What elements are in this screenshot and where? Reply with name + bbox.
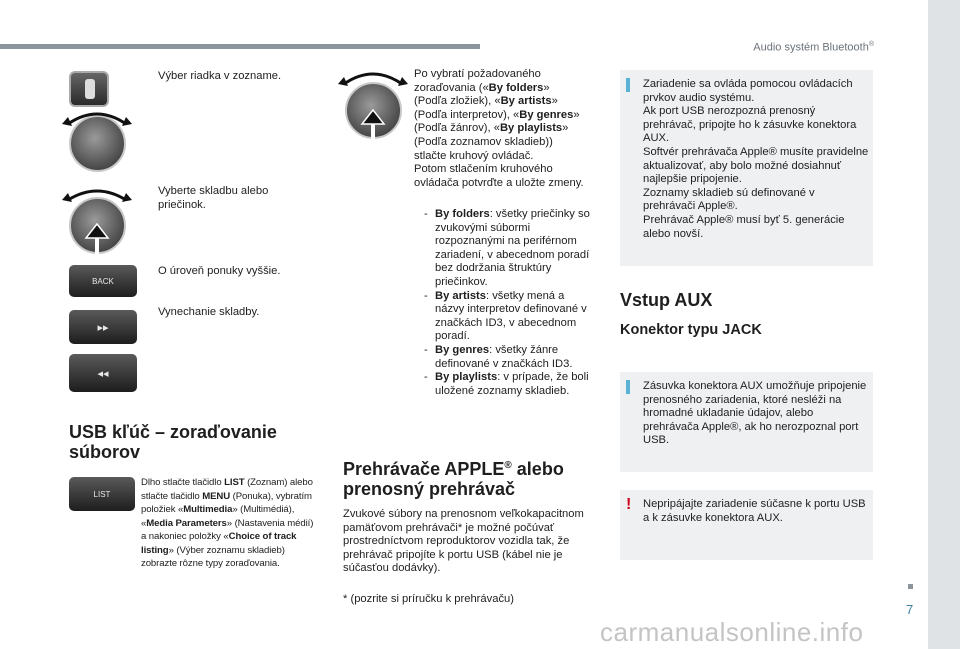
sorting-list [424, 208, 594, 398]
control-desc-2: Vyberte skladbu alebo priečinok. [158, 185, 269, 211]
push-arrow-icon [62, 186, 132, 266]
control-desc-3: O úroveň ponuky vyššie. [158, 265, 281, 277]
page-edge-strip [928, 0, 960, 649]
info-box-aux [620, 372, 873, 472]
info-icon [626, 78, 630, 92]
info-text: Zariadenie sa ovláda pomocou ovládacích prvkov audio systému. Ak port USB nerozpozná prenosný prehrávač, pripojte ho k zásuvke konektora AUX. Softvér prehrávača Apple® musíte pravidelne aktualizovať, aby bolo možné dosiahnuť najlepšie pripojenie. Zoznamy skladieb sú definované v prehrávači Apple®. Prehrávač Apple® musí byť 5. generácie alebo novší. [643, 78, 869, 240]
sorting-item: - By artists: všetky mená a názvy interpretov definované v značkách ID3, v abecednom poradí. [424, 290, 594, 344]
list-button-icon: LIST [69, 477, 135, 511]
section-marker [908, 584, 913, 589]
apple-heading: Prehrávače APPLE® alebo prenosný prehrávač [343, 459, 564, 499]
control-desc-4: Vynechanie skladby. [158, 306, 260, 318]
back-button-icon: BACK [69, 265, 137, 297]
rotate-arrows-icon [62, 108, 132, 128]
warning-text: Nepripájajte zariadenie súčasne k portu USB a k zásuvke konektora AUX. [643, 498, 866, 524]
warning-box [620, 490, 873, 560]
info-icon [626, 380, 630, 394]
skip-forward-icon: ▸▸ [69, 310, 137, 344]
warning-icon: ! [626, 496, 632, 513]
usb-heading: USB kľúč – zoraďovanie súborov [69, 422, 277, 462]
scroll-wheel-icon [69, 71, 109, 107]
skip-back-icon: ◂◂ [69, 354, 137, 392]
sorting-item: - By playlists: v prípade, že boli uložené zoznamy skladieb. [424, 371, 594, 398]
sorting-item: - By folders: všetky priečinky so zvukovými súbormi rozpoznanými na periférnom zariadení, v abecednom poradí bez dodržania štruktúry priečinkov. [424, 208, 594, 290]
watermark: carmanualsonline.info [600, 617, 864, 647]
footnote: * (pozrite si príručku k prehrávaču) [343, 593, 514, 605]
press-arrows-icon [338, 66, 408, 146]
info-box-apple [620, 70, 873, 266]
aux-subheading: Konektor typu JACK [620, 322, 762, 338]
top-rule [0, 44, 480, 49]
page-number: 7 [906, 602, 914, 617]
page-title: Audio systém Bluetooth® [753, 41, 874, 54]
sorting-intro: Po vybratí požadovaného zoraďovania («By folders» (Podľa zložiek), «By artists» (Podľa interpretov), «By genres» (Podľa žánrov), «By playlists» (Podľa zoznamov skladieb)) stlačte kruhový ovládač. Potom stlačením kruhového ovládača potvrďte a uložte zmeny. [414, 68, 584, 189]
aux-heading: Vstup AUX [620, 290, 713, 310]
apple-body: Zvukové súbory na prenosnom veľkokapacitnom pamäťovom prehrávači* je možné počúvať prostredníctvom reproduktorov vozidla tak, že prehrávač pripojíte k portu USB (kábel nie je súčasťou dodávky). [343, 508, 584, 575]
sorting-item: - By genres: všetky žánre definované v značkách ID3. [424, 344, 594, 371]
control-desc-1: Výber riadka v zozname. [158, 70, 282, 82]
usb-note: Dlho stlačte tlačidlo LIST (Zoznam) alebo stlačte tlačidlo MENU (Ponuka), vybratím položiek «Multimedia» (Multimédiá), «Media Parameters» (Nastavenia médií) a nakoniec položky «Choice of track listing» (Výber zoznamu skladieb) zobrazte rôzne typy zoraďovania. [141, 477, 314, 569]
aux-info-text: Zásuvka konektora AUX umožňuje pripojenie prenosného zariadenia, ktoré nesléži na hromadné ukladanie údajov, alebo prehrávača Apple®, ak ho nerozpoznal port USB. [643, 380, 867, 447]
